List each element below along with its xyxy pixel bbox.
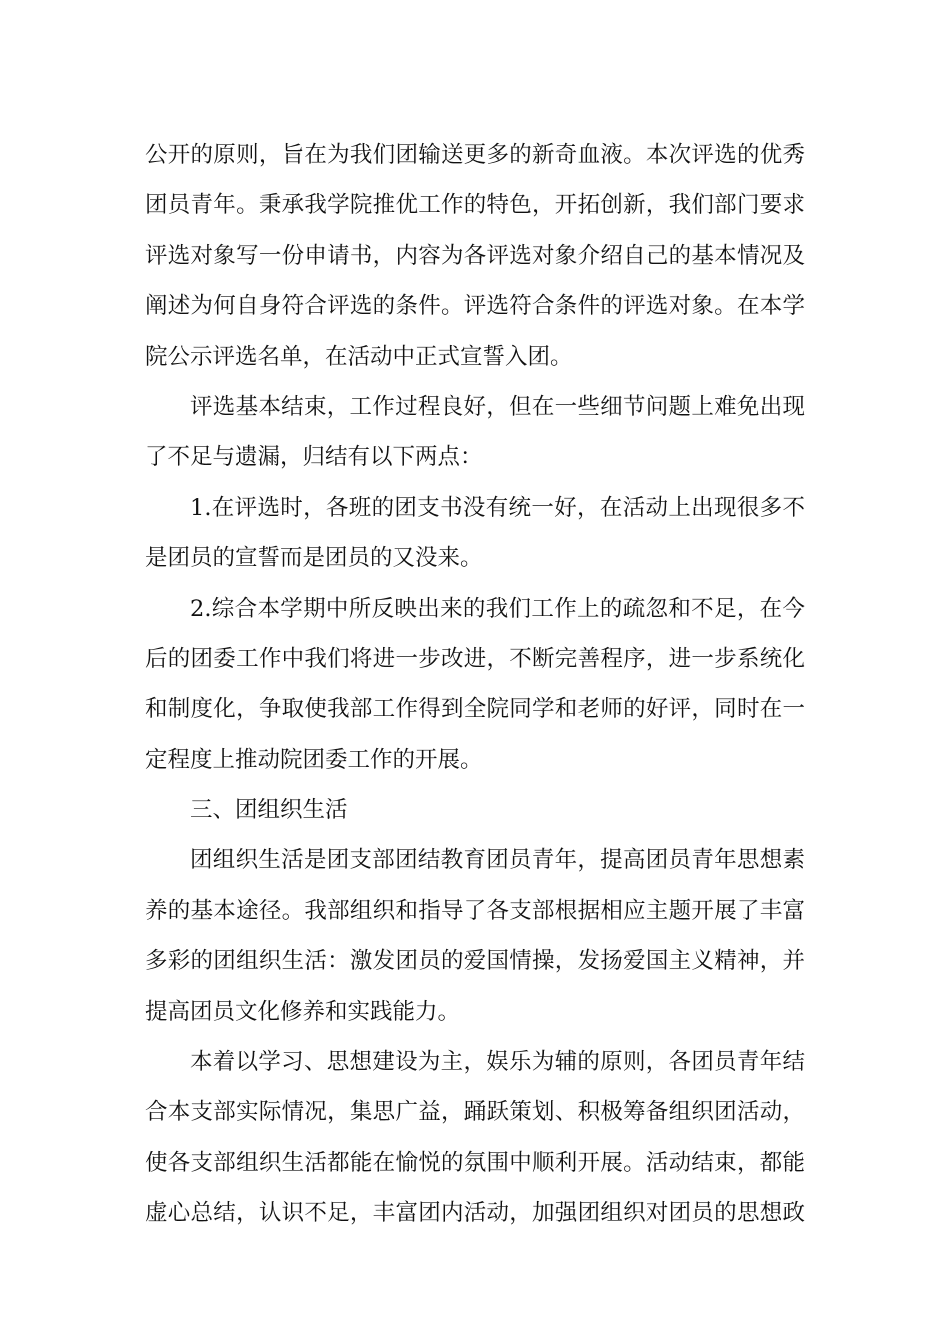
- text-line: 本着以学习、思想建设为主，娱乐为辅的原则，各团员青年结: [190, 1049, 805, 1076]
- text-line: 2.综合本学期中所反映出来的我们工作上的疏忽和不足，在今: [190, 595, 805, 622]
- text-line: 了不足与遗漏，归结有以下两点：: [145, 444, 483, 471]
- text-line: 1.在评选时，各班的团支书没有统一好，在活动上出现很多不: [190, 494, 805, 521]
- text-line: 使各支部组织生活都能在愉悦的氛围中顺利开展。活动结束，都能: [145, 1149, 805, 1176]
- text-line: 合本支部实际情况，集思广益，踊跃策划、积极筹备组织团活动，: [145, 1099, 805, 1126]
- section-heading: 三、团组织生活: [190, 797, 348, 824]
- text-line: 团员青年。秉承我学院推优工作的特色，开拓创新，我们部门要求: [145, 192, 805, 219]
- text-line: 团组织生活是团支部团结教育团员青年，提高团员青年思想素: [190, 847, 805, 874]
- text-line: 公开的原则，旨在为我们团输送更多的新奇血液。本次评选的优秀: [145, 142, 805, 168]
- text-line: 院公示评选名单，在活动中正式宣誓入团。: [145, 343, 573, 370]
- text-line: 养的基本途径。我部组织和指导了各支部根据相应主题开展了丰富: [145, 897, 805, 924]
- text-line: 多彩的团组织生活：激发团员的爱国情操，发扬爱国主义精神，并: [145, 948, 805, 975]
- text-line: 定程度上推动院团委工作的开展。: [145, 746, 483, 773]
- text-line: 和制度化，争取使我部工作得到全院同学和老师的好评，同时在一: [145, 696, 805, 723]
- text-line: 阐述为何自身符合评选的条件。评选符合条件的评选对象。在本学: [145, 293, 805, 320]
- text-line: 提高团员文化修养和实践能力。: [145, 998, 461, 1025]
- text-line: 后的团委工作中我们将进一步改进，不断完善程序，进一步系统化: [145, 645, 805, 672]
- text-line: 评选对象写一份申请书，内容为各评选对象介绍自己的基本情况及: [145, 242, 805, 269]
- text-line: 虚心总结，认识不足，丰富团内活动，加强团组织对团员的思想政: [145, 1200, 805, 1227]
- document-page: [145, 130, 805, 1239]
- text-line: 评选基本结束，工作过程良好，但在一些细节问题上难免出现: [190, 393, 805, 420]
- text-line: 是团员的宣誓而是团员的又没来。: [145, 545, 483, 572]
